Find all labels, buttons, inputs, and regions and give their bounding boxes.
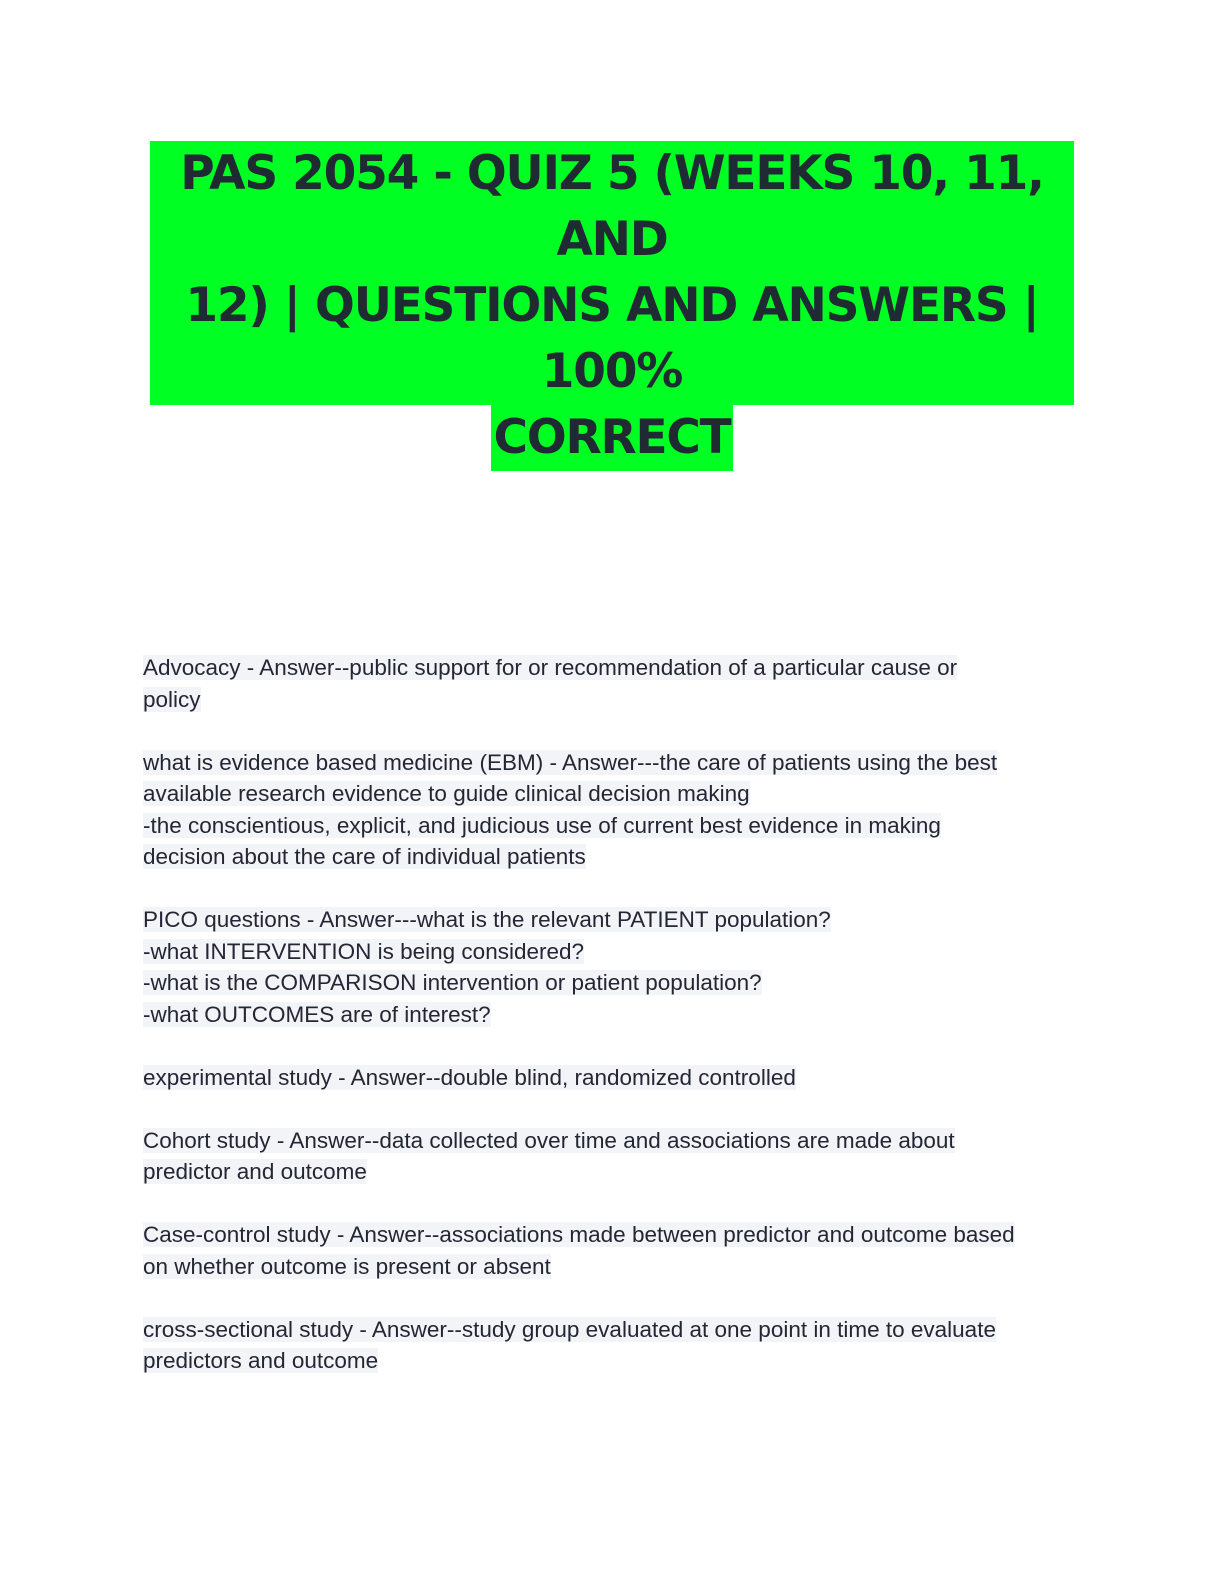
title-line: CORRECT (491, 405, 732, 471)
qa-text-line: available research evidence to guide clinical decision making (143, 781, 750, 806)
title-line: 12) | QUESTIONS AND ANSWERS | 100% (150, 273, 1074, 405)
qa-entry-pico (143, 904, 1083, 1030)
qa-text-line: experimental study - Answer--double blind, randomized controlled (143, 1064, 796, 1090)
qa-entry-cohort-study (143, 1125, 1083, 1188)
qa-text-line: PICO questions - Answer---what is the relevant PATIENT population? (143, 907, 831, 932)
qa-text-line: Advocacy - Answer--public support for or recommendation of a particular cause or (143, 655, 958, 680)
qa-text-line: what is evidence based medicine (EBM) - Answer---the care of patients using the best (143, 749, 998, 775)
qa-list (143, 652, 1083, 1408)
qa-text-line: policy (143, 686, 201, 712)
document-title (150, 141, 1074, 471)
qa-text-line: -the conscientious, explicit, and judicious use of current best evidence in making (143, 812, 941, 838)
title-line: PAS 2054 - QUIZ 5 (WEEKS 10, 11, AND (150, 141, 1074, 273)
qa-entry-experimental-study (143, 1062, 1083, 1094)
qa-entry-case-control-study (143, 1219, 1083, 1282)
qa-text-line: -what OUTCOMES are of interest? (143, 1001, 491, 1027)
qa-entry-ebm (143, 747, 1083, 873)
qa-text-line: -what is the COMPARISON intervention or patient population? (143, 970, 762, 995)
qa-text-line: decision about the care of individual patients (143, 844, 586, 869)
qa-text-line: Cohort study - Answer--data collected over time and associations are made about (143, 1127, 955, 1153)
qa-text-line: Case-control study - Answer--associations made between predictor and outcome based (143, 1222, 1015, 1247)
qa-text-line: on whether outcome is present or absent (143, 1253, 551, 1279)
qa-text-line: -what INTERVENTION is being considered? (143, 938, 585, 964)
qa-text-line: predictors and outcome (143, 1348, 379, 1373)
qa-text-line: predictor and outcome (143, 1159, 367, 1184)
qa-text-line: cross-sectional study - Answer--study group evaluated at one point in time to evaluate (143, 1316, 996, 1342)
qa-entry-cross-sectional-study (143, 1314, 1083, 1377)
qa-entry-advocacy (143, 652, 1083, 715)
